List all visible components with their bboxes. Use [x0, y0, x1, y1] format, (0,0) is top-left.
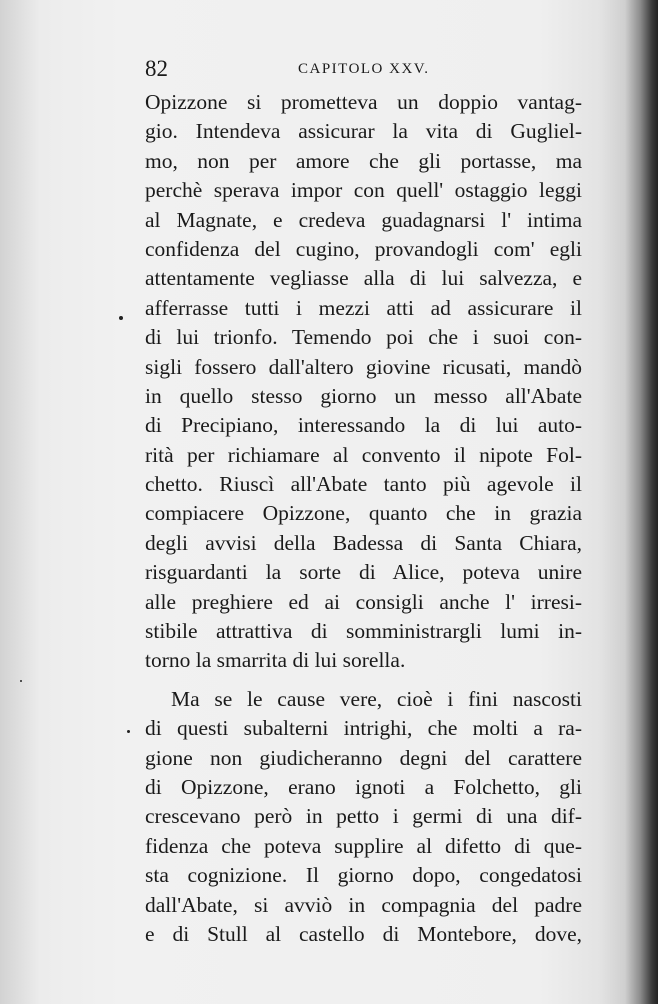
running-head: CAPITOLO XXV.: [298, 61, 430, 77]
text-line: crescevano però in petto i germi di una dif-: [145, 804, 582, 829]
ink-speck: [127, 730, 130, 733]
text-line: degli avvisi della Badessa di Santa Chiara,: [145, 530, 582, 555]
text-line: alle preghiere ed ai consigli anche l' irresi-: [145, 589, 582, 614]
text-line: mo, non per amore che gli portasse, ma: [145, 148, 582, 173]
ink-speck: [119, 316, 123, 320]
text-line: confidenza del cugino, provandogli com' egli: [145, 236, 582, 261]
ink-speck: [20, 680, 22, 682]
text-line: afferrasse tutti i mezzi atti ad assicurare il: [145, 295, 582, 320]
text-line: gio. Intendeva assicurar la vita di Gugliel-: [145, 119, 582, 144]
text-line: risguardanti la sorte di Alice, poteva unire: [145, 560, 582, 585]
text-line: di Precipiano, interessando la di lui auto-: [145, 413, 582, 438]
page-number: 82: [145, 56, 168, 81]
text-line: di questi subalterni intrighi, che molti a ra-: [145, 716, 582, 741]
text-line: sta cognizione. Il giorno dopo, congedatosi: [145, 863, 582, 888]
text-line: gione non giudicheranno degni del carattere: [145, 745, 582, 770]
text-line: fidenza che poteva supplire al difetto di que-: [145, 833, 582, 858]
text-line: rità per richiamare al convento il nipote Fol-: [145, 442, 582, 467]
text-line: dall'Abate, si avviò in compagnia del padre: [145, 892, 582, 917]
text-line: e di Stull al castello di Montebore, dove,: [145, 921, 582, 946]
paragraph: [145, 88, 582, 676]
text-line: al Magnate, e credeva guadagnarsi l' intima: [145, 207, 582, 232]
text-line: sigli fossero dall'altero giovine ricusati, mandò: [145, 354, 582, 379]
paragraph: [145, 685, 582, 950]
text-line: di lui trionfo. Temendo poi che i suoi con-: [145, 325, 582, 350]
text-line: Ma se le cause vere, cioè i fini nascosti: [171, 686, 582, 711]
paragraph-gap: [145, 676, 582, 685]
text-line: in quello stesso giorno un messo all'Abate: [145, 383, 582, 408]
body-text: [145, 88, 582, 949]
text-line: attentamente vegliasse alla di lui salvezza, e: [145, 266, 582, 291]
text-line: perchè sperava impor con quell' ostaggio leggi: [145, 178, 582, 203]
text-line: compiacere Opizzone, quanto che in grazia: [145, 501, 582, 526]
page-header: [0, 56, 658, 86]
text-line: torno la smarrita di lui sorella.: [145, 648, 406, 673]
text-line: Opizzone si prometteva un doppio vantag-: [145, 90, 582, 114]
text-line: chetto. Riuscì all'Abate tanto più agevole il: [145, 472, 582, 497]
text-line: di Opizzone, erano ignoti a Folchetto, gli: [145, 774, 582, 799]
text-line: stibile attrattiva di somministrargli lumi in-: [145, 619, 582, 644]
